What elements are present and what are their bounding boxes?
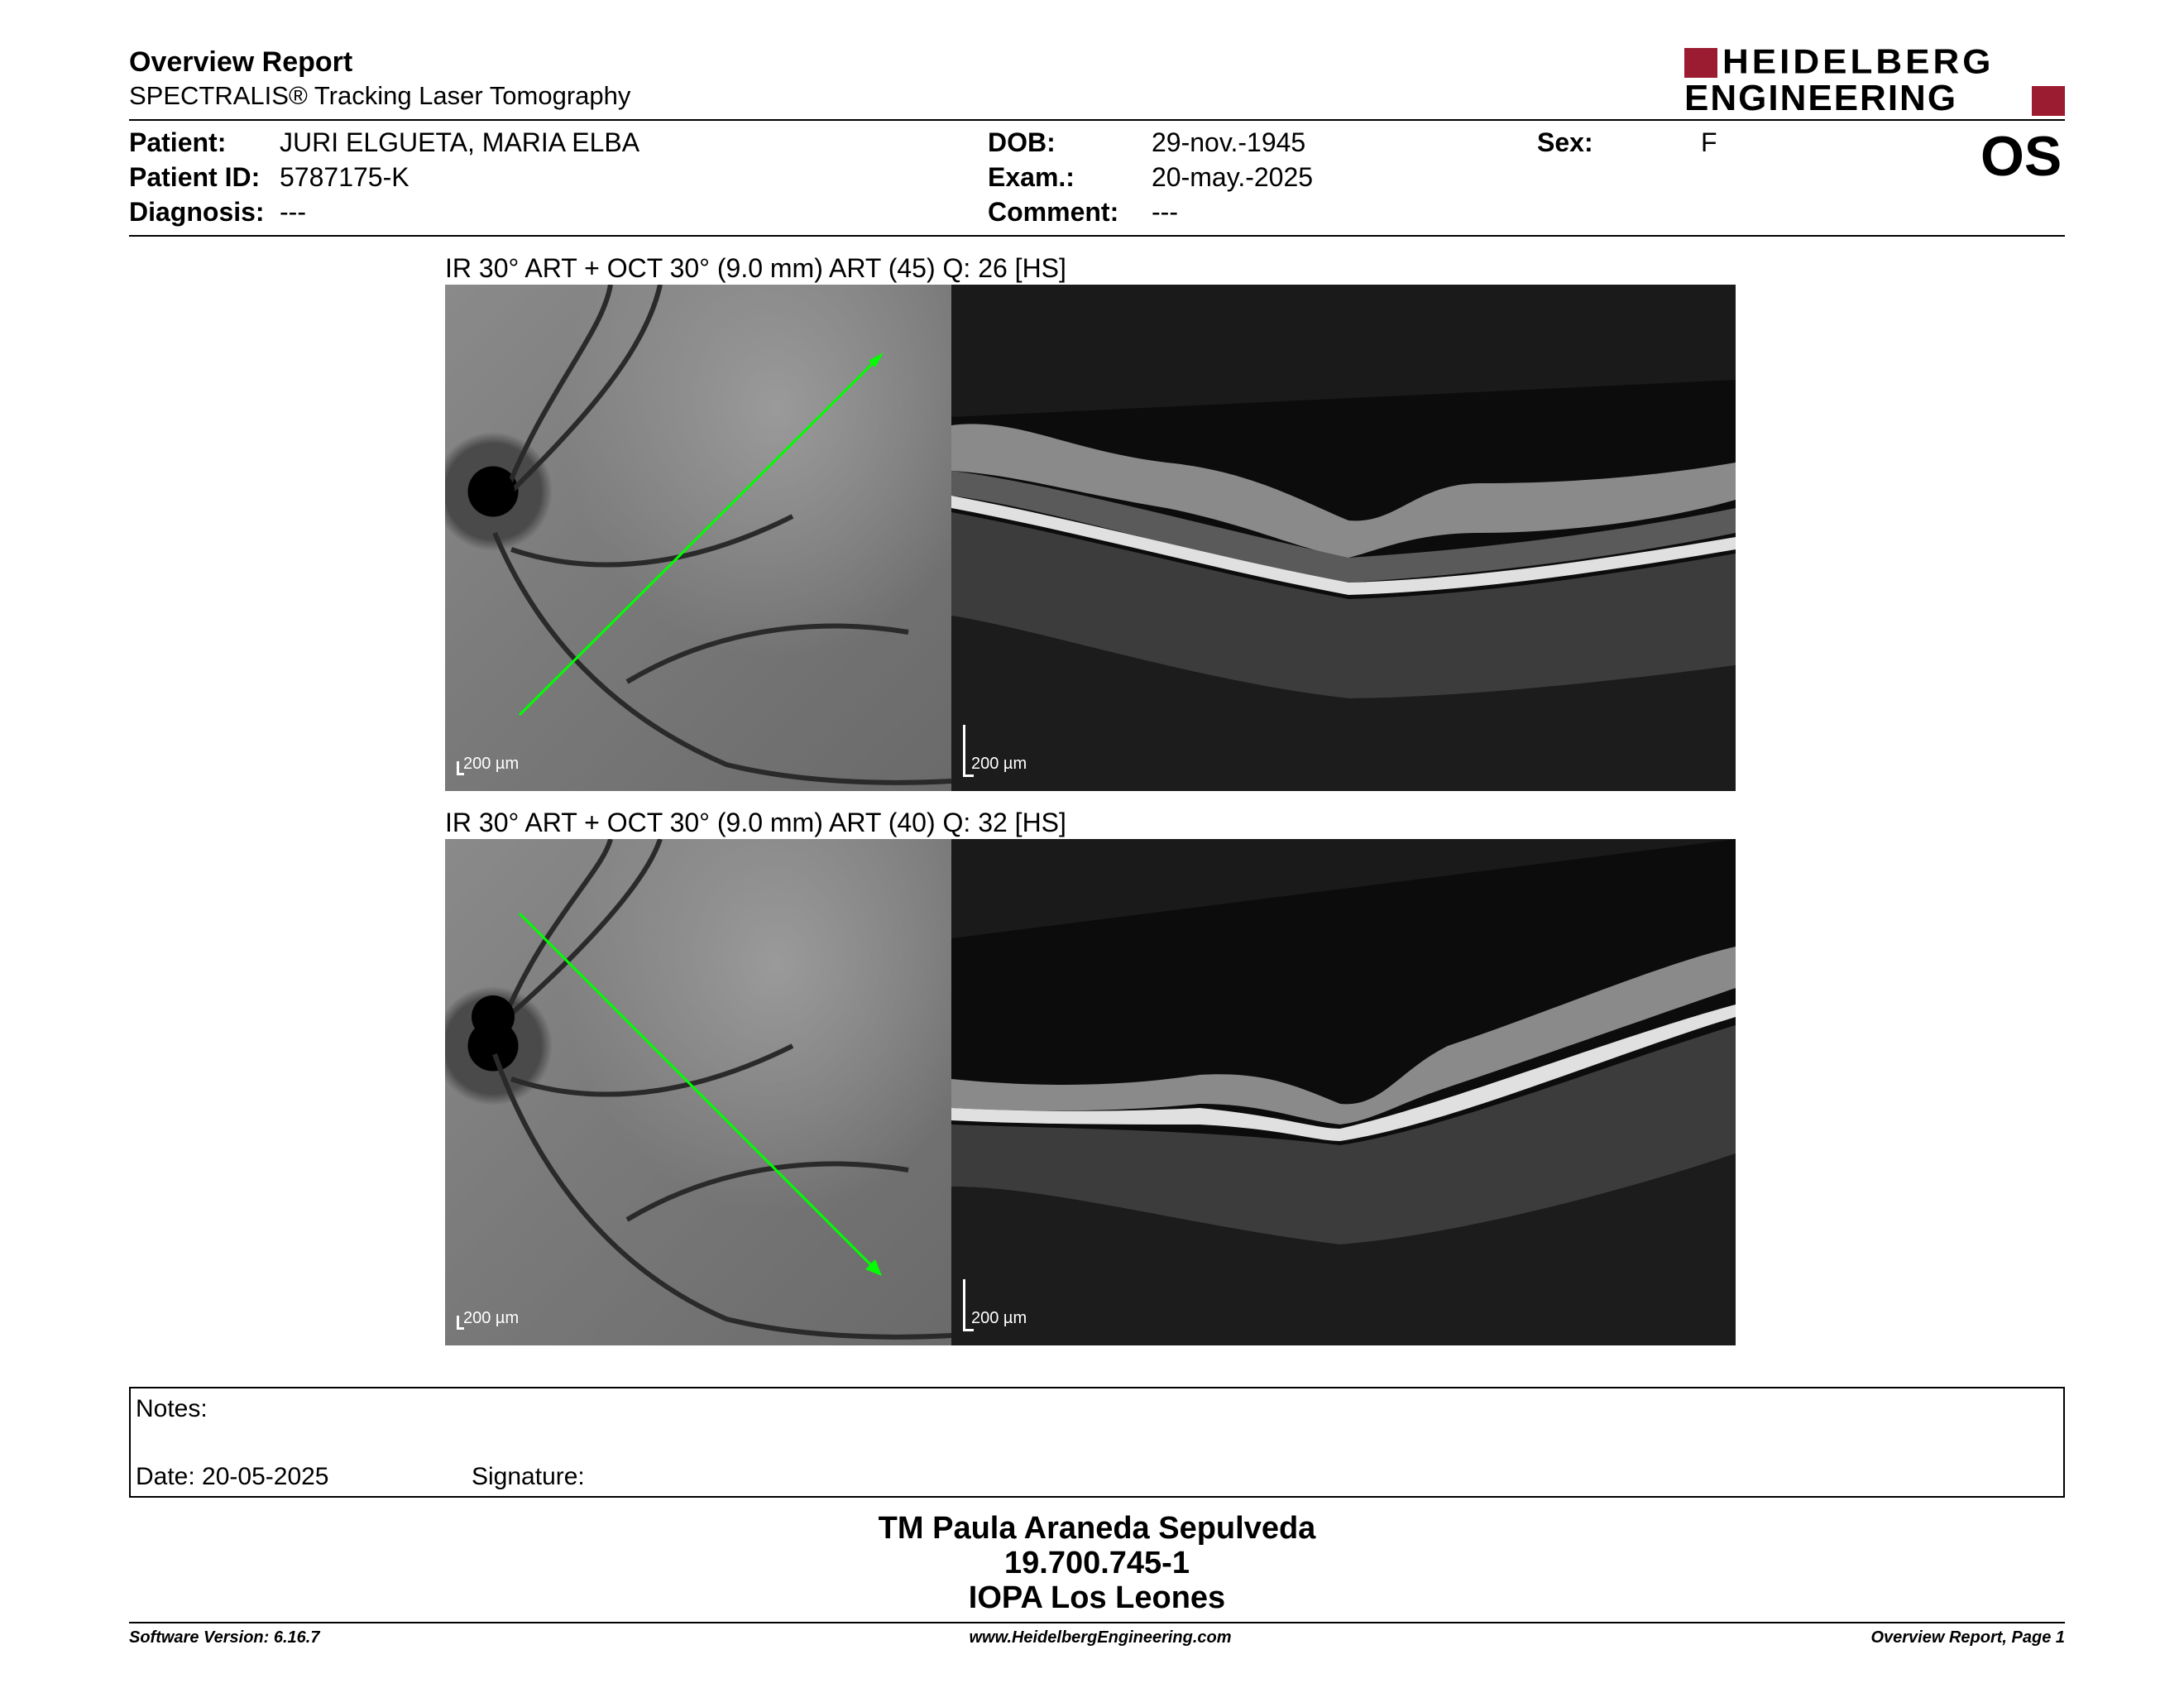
notes-date: Date: 20-05-2025 [136,1463,329,1490]
sex-value: F [1701,127,1717,157]
footer-divider [129,1622,2065,1623]
scale-label-right-1: 200 µm [971,755,1027,773]
scan-panel-2 [445,839,1736,1345]
patient-name: JURI ELGUETA, MARIA ELBA [280,127,640,157]
oct-layers-2 [951,839,1736,1345]
dob-value: 29-nov.-1945 [1152,127,1306,157]
scan-panel-1 [445,285,1736,791]
fundus-image-2 [445,839,951,1345]
clinic-name: IOPA Los Leones [968,1580,1226,1615]
comment-value: --- [1152,197,1178,227]
heidelberg-logo [1684,42,2065,118]
exam-value: 20-may.-2025 [1152,162,1314,192]
signature-block [129,1511,2065,1615]
oct-bscan-1 [951,285,1736,791]
patient-divider [129,235,2065,237]
scale-label-left-1: 200 µm [463,755,520,773]
fundus-overlay-1 [445,285,951,791]
logo-square-bottom [2032,86,2065,116]
report-subtitle: SPECTRALIS® Tracking Laser Tomography [129,81,631,110]
website-link[interactable]: www.HeidelbergEngineering.com [969,1628,1232,1647]
oct-layers-1 [951,285,1736,791]
diagnosis-value: --- [280,197,306,227]
patient-id-label: Patient ID: [129,162,261,192]
fundus-image-1 [445,285,951,791]
notes-box [129,1387,2065,1498]
logo-text-top: HEIDELBERG [1722,42,1995,81]
diagnosis-label: Diagnosis: [129,197,265,227]
dob-label: DOB: [988,127,1056,157]
sex-label: Sex: [1537,127,1593,157]
optic-disc-2 [472,995,515,1038]
patient-id: 5787175-K [280,162,410,192]
retinal-vessels-2 [495,839,951,1337]
fundus-overlay-2 [445,839,951,1345]
comment-label: Comment: [988,197,1119,227]
page-indicator: Overview Report, Page 1 [1870,1628,2065,1647]
logo-text-bottom: ENGINEERING [1684,78,1958,118]
eye-badge: OS [1980,125,2062,188]
notes-label: Notes: [136,1395,208,1422]
scan-caption-2: IR 30° ART + OCT 30° (9.0 mm) ART (40) Q: 32 [HS] [445,808,1066,837]
patient-label: Patient: [129,127,227,157]
technician-id: 19.700.745-1 [1004,1546,1190,1580]
scale-label-right-2: 200 µm [971,1309,1027,1327]
scan-arrow-line-1 [520,359,877,715]
report-title: Overview Report [129,46,353,78]
oct-bscan-2 [951,839,1736,1345]
header-divider [129,119,2065,121]
retinal-vessels-1 [495,285,951,783]
logo-square-top [1684,48,1717,78]
scale-label-left-2: 200 µm [463,1309,520,1327]
exam-label: Exam.: [988,162,1075,192]
software-version: Software Version: 6.16.7 [129,1628,320,1647]
scan-caption-1: IR 30° ART + OCT 30° (9.0 mm) ART (45) Q: 26 [HS] [445,253,1066,283]
optic-disc-1 [472,470,515,513]
technician-name: TM Paula Araneda Sepulveda [878,1511,1316,1546]
signature-label: Signature: [472,1463,585,1490]
